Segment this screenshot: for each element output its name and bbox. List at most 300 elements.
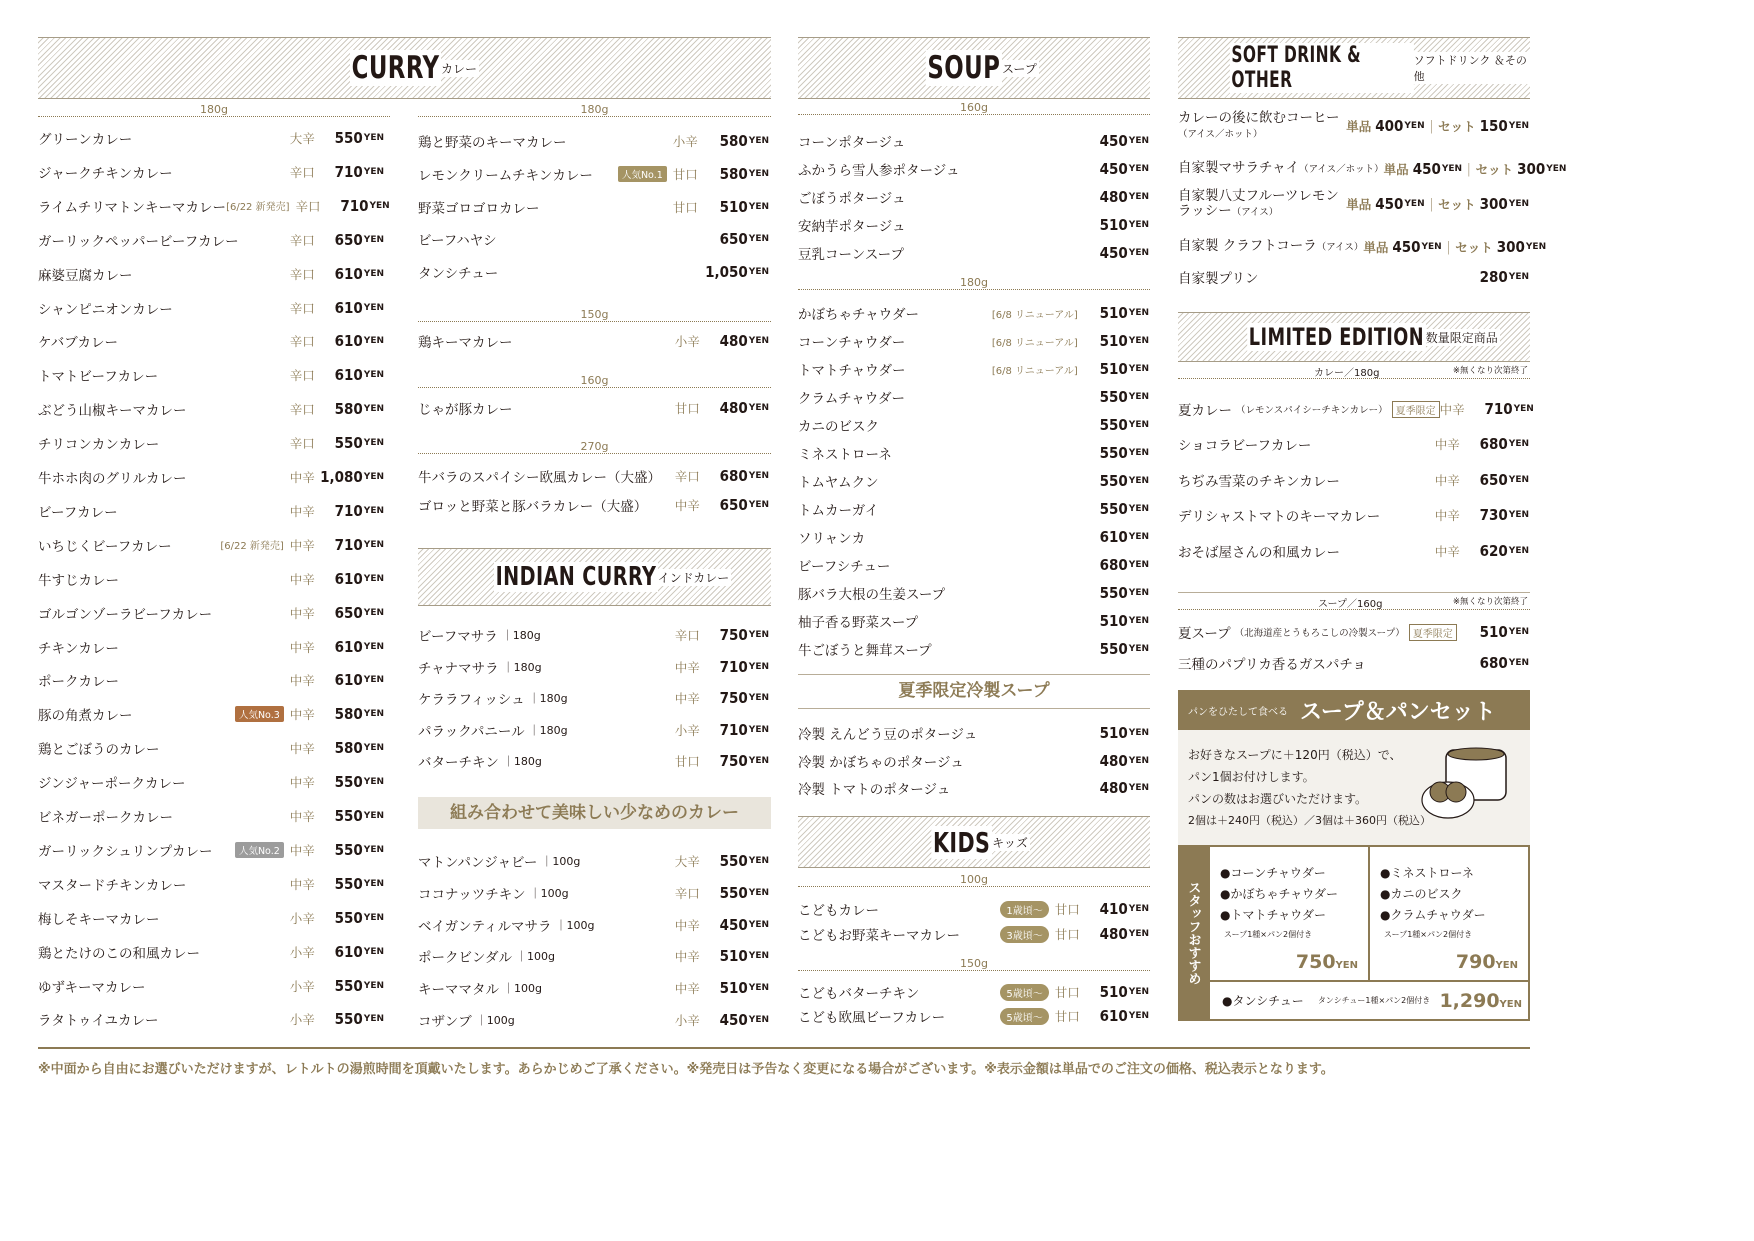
set-lead: パンをひたして食べる [1188,706,1288,718]
menu-item [1178,433,1529,455]
spice-level: 辛口 [289,300,315,316]
spice-level: 小辛 [289,910,315,926]
staff-pick-text: スタッフおすすめ [1185,881,1201,985]
item-name: クラムチャウダー [798,391,906,407]
yen-unit: YEN [1513,404,1534,414]
set-c [1208,980,1530,1021]
spice-level: 中辛 [674,691,700,707]
item-name: チキンカレー [38,640,119,657]
item-price: 550 [334,807,363,825]
indian-curry-title: INDIAN CURRY [495,562,657,592]
menu-item [798,777,1149,799]
yen-unit: YEN [1508,272,1529,282]
item-size: ｜180g [502,660,542,674]
yen-unit: YEN [1508,439,1529,450]
item-name: 牛バラのスパイシー欧風カレー（大盛） [418,470,661,486]
item-name: ミネストローネ [798,447,892,463]
staff-pick-label [1178,845,1208,1021]
spice-level: 小辛 [674,334,700,349]
item-price: 580 [334,400,363,419]
yen-unit: YEN [1128,1011,1149,1021]
yen-unit: YEN [1508,121,1529,131]
set-label: セット [1438,119,1476,134]
item-size: ｜180g [501,629,541,642]
item-name: ジャークチキンカレー [38,165,173,182]
yen-unit: YEN [1335,960,1358,971]
yen-unit: YEN [1525,242,1547,252]
limited-soup-weight: スープ／160g [1318,599,1383,610]
yen-unit: YEN [363,912,384,923]
curry-title-ja: カレー [441,61,478,76]
yen-unit: YEN [748,267,769,278]
spice-level: 中辛 [289,673,315,689]
item-name: ビーフマサラ [418,629,498,645]
item-price: 550 [334,976,363,995]
menu-item [798,302,1149,324]
menu-item [418,750,769,772]
set-a-price [1296,951,1358,973]
yen-unit: YEN [748,336,769,346]
menu-item [798,386,1149,408]
limited-note: ※無くなり次第終了 [1452,366,1528,376]
item-price: 450 [1099,159,1128,178]
menu-item [38,568,384,590]
item-price: 510 [1099,612,1128,630]
item-price: 680 [1479,654,1508,672]
yen-unit: YEN [1508,474,1529,485]
yen-unit: YEN [1128,588,1149,598]
item-name: ソリャンカ [798,531,866,547]
menu-item [418,850,769,872]
yen-unit: YEN [363,404,384,415]
item-price: 550 [334,434,363,453]
summer-tag: 夏季限定 [1392,401,1440,418]
menu-item [798,981,1149,1003]
set-banner [1178,690,1530,730]
menu-item [1178,652,1529,674]
item-size: ｜100g [541,855,581,868]
menu-item [418,914,769,936]
weight-label: 160g [798,101,1150,115]
spice-level: 辛口 [289,402,315,418]
popularity-badge: 人気No.2 [235,842,284,858]
soup-title-ja: スープ [1002,61,1037,76]
spice-level: 甘口 [1054,927,1080,942]
item-price: 680 [719,467,748,485]
item-price: 650 [719,496,748,514]
limited-curry-weight: カレー／180g [1314,368,1380,379]
item-name: ケバブカレー [38,335,119,352]
spice-level: 辛口 [289,266,315,282]
spice-level: 中辛 [289,876,315,892]
item-sub: （レモンスパイシーチキンカレー） [1236,405,1388,416]
menu-item [38,500,384,522]
yen-unit: YEN [748,168,769,179]
item-price: 580 [719,132,748,150]
yen-unit: YEN [748,756,769,767]
drink-sub: （アイス） [1231,206,1279,218]
yen-unit: YEN [1128,420,1149,430]
item-price: 610 [334,332,363,351]
spice-level: 中辛 [1434,437,1460,453]
spice-level: 辛口 [289,334,315,350]
yen-unit: YEN [748,630,769,640]
menu-item [798,638,1149,660]
spice-level: 中辛 [289,741,315,757]
menu-item [38,907,384,929]
item-name: 冷製 トマトのポタージュ [798,782,951,798]
item-name: ゴロッと野菜と豚バラカレー（大盛） [418,499,648,515]
menu-item [418,945,769,967]
set-c-price [1439,990,1522,1012]
menu-item [798,498,1149,520]
menu-item [38,364,384,386]
set-c-name: ●タンシチュー [1222,994,1304,1008]
menu-item [418,163,769,185]
menu-item [798,554,1149,576]
spice-level: 中辛 [289,605,315,621]
yen-unit: YEN [363,878,384,889]
item-price: 650 [719,230,748,249]
item-size: ｜100g [503,982,542,996]
curry-header [38,37,771,99]
item-price: 550 [334,908,363,927]
spice-level: 中辛 [289,809,315,824]
yen-unit: YEN [1128,308,1149,318]
menu-item [798,923,1149,945]
spice-level: 辛口 [295,198,321,214]
drink-name: ラッシー [1178,202,1232,219]
item-price: 710 [334,162,363,181]
item-price: 610 [334,637,363,656]
item-price: 550 [1099,416,1128,434]
set-soup-option: ●クラムチャウダー [1380,908,1486,922]
yen-unit: YEN [363,539,384,550]
set-line: 2個は＋240円（税込）／3個は＋360円（税込） [1188,814,1431,827]
item-name: ガーリックペッパービーフカレー [38,233,239,250]
yen-unit: YEN [1128,504,1149,514]
item-name: じゃが豚カレー [418,402,513,418]
menu-item [798,414,1149,436]
item-price: 510 [1099,304,1128,322]
item-price: 680 [1099,556,1128,574]
set-title: スープ＆パンセット [1300,699,1496,725]
popularity-badge: 人気No.3 [235,706,284,722]
item-note: [6/8 リニューアル] [991,309,1078,321]
item-name: 鶏キーマカレー [418,335,513,351]
menu-item [798,242,1149,264]
kids-header [798,816,1150,868]
yen-unit: YEN [748,724,769,735]
menu-item [38,737,384,759]
item-name: かぼちゃチャウダー [798,307,919,323]
item-price: 550 [334,129,363,147]
yen-unit: YEN [748,1015,769,1025]
item-name: ちぢみ雪菜のチキンカレー [1178,473,1340,490]
spice-level: 中辛 [289,503,315,519]
yen-unit: YEN [1128,929,1149,939]
item-price: 450 [1099,243,1128,262]
yen-unit: YEN [748,919,769,930]
item-name: 鶏と野菜のキーマカレー [418,135,567,151]
divider: ｜ [1424,120,1439,136]
spice-level: 甘口 [1054,985,1080,1000]
yen-unit: YEN [363,980,384,991]
indian-curry-title-ja: インドカレー [657,570,730,585]
divider: ｜ [1462,163,1476,179]
yen-unit: YEN [1128,219,1149,230]
yen-unit: YEN [748,403,769,413]
spice-level: 小辛 [289,944,315,960]
item-price: 730 [1479,506,1508,525]
item-price: 450 [1099,132,1128,150]
weight-label: 180g [418,103,771,117]
item-name: 夏カレー [1178,403,1232,419]
menu-item [418,687,769,709]
kids-title-ja: キッズ [992,835,1028,850]
item-size: ｜180g [502,755,542,769]
summer-tag: 夏季限定 [1409,624,1457,641]
spice-level: 甘口 [1054,1009,1080,1024]
spice-level: 中辛 [289,537,315,553]
single-price: 400 [1375,117,1404,135]
spice-level: 大辛 [289,131,315,146]
footer-note: ※中面から自由にお選びいただけますが、レトルトの湯煎時間を頂戴いたします。あらかじめご了承ください。※発売日は予告なく変更になる場合がございます。※表示金額は単品でのご注文の価格、税込表示となります。 [38,1062,1334,1077]
yen-unit: YEN [363,641,384,652]
item-name: 麻婆豆腐カレー [38,267,133,284]
yen-unit: YEN [1499,998,1522,1010]
item-name: マスタードチキンカレー [38,877,187,894]
menu-item [1178,469,1529,491]
menu-item [418,1009,769,1031]
item-price: 610 [1099,528,1128,546]
set-c-note: タンシチュー1種×パン2個付き [1317,996,1431,1005]
drink-name: 自家製 クラフトコーラ [1178,238,1317,254]
drink-sub: （アイス／ホット） [1178,128,1263,140]
item-size: ｜100g [515,950,555,964]
item-name: 梅しそキーマカレー [38,911,160,928]
yen-unit: YEN [1128,364,1149,374]
price: 750 [1295,951,1336,973]
menu-item [418,397,769,419]
item-name: ふかうら雪人参ポタージュ [798,162,960,179]
indian-curry-header [418,548,771,606]
menu-item [798,898,1149,920]
item-name: 野菜ゴロゴロカレー [418,200,540,217]
menu-item [1178,540,1529,562]
yen-unit: YEN [369,200,390,211]
item-name: ビーフカレー [38,504,118,521]
item-price: 550 [1099,640,1128,658]
yen-unit: YEN [748,856,769,866]
item-price: 550 [1099,500,1128,518]
item-name: ごぼうポタージュ [798,190,906,207]
item-price: 510 [719,947,748,966]
weight-label: 160g [418,374,771,388]
item-name: 冷製 かぼちゃのポタージュ [798,754,964,771]
item-name: カニのビスク [798,419,879,435]
curry-title: CURRY [351,50,440,86]
item-size: ｜100g [555,918,595,932]
item-name: デリシャストマトのキーマカレー [1178,509,1381,526]
single-price: 450 [1392,238,1421,256]
menu-item [418,719,769,741]
drink-sub: （アイス／ホット） [1299,164,1384,175]
yen-unit: YEN [1128,728,1149,738]
set-soup-option: ●ミネストローネ [1380,866,1474,880]
yen-unit: YEN [1508,545,1529,556]
item-price: 550 [1099,444,1128,462]
spice-level: 中辛 [1434,508,1460,524]
menu-item [418,130,769,152]
set-soup-option: ●かぼちゃチャウダー [1220,887,1338,901]
menu-item [38,398,384,420]
item-price: 450 [719,1011,748,1029]
kids-title: KIDS [933,825,991,859]
yen-unit: YEN [1128,560,1149,570]
item-name: チャナマサラ [418,660,499,677]
menu-item [798,186,1149,208]
set-description [1178,730,1530,845]
yen-unit: YEN [1128,448,1149,458]
spice-level: 甘口 [1054,902,1080,917]
drink-item [1178,155,1567,183]
yen-unit: YEN [1128,476,1149,486]
spice-level: 小辛 [672,134,698,149]
item-price: 510 [1099,215,1128,234]
drink-title: SOFT DRINK & OTHER [1230,43,1414,93]
item-price: 550 [334,840,363,859]
spice-level: 辛口 [674,628,700,643]
single-label: 単品 [1346,119,1372,134]
set-soup-option: ●トマトチャウダー [1220,908,1326,922]
item-name: キーママタル [418,982,499,999]
item-price: 710 [334,501,363,520]
item-price: 750 [719,752,748,771]
yen-unit: YEN [748,983,769,994]
item-price: 610 [334,298,363,317]
yen-unit: YEN [1128,136,1149,146]
spice-level: 中辛 [289,775,315,791]
item-name: マトンパンジャビー [418,855,538,871]
spice-level: 小辛 [289,1012,315,1028]
item-name: 豚の角煮カレー [38,708,133,725]
item-price: 410 [1099,900,1128,918]
menu-item [38,941,384,963]
yen-unit: YEN [1128,392,1149,402]
yen-unit: YEN [748,500,769,510]
item-price: 480 [1099,779,1128,797]
item-name: チリコンカンカレー [38,437,160,454]
menu-item [798,722,1149,744]
menu-item [38,432,384,454]
yen-unit: YEN [1421,242,1442,252]
spice-level: 辛口 [674,885,700,901]
menu-item [418,228,769,250]
yen-unit: YEN [748,234,769,245]
drink-item [1178,186,1529,222]
item-name: コザンブ [418,1014,472,1030]
menu-item [418,330,769,352]
item-price: 710 [340,196,369,215]
menu-item [418,656,769,678]
single-label: 単品 [1363,240,1389,255]
set-a-note: スープ1種×パン2個付き [1224,930,1313,939]
item-name: 三種のパプリカ香るガスパチョ [1178,657,1366,673]
item-name: ぶどう山椒キーマカレー [38,403,187,420]
set-line: パン1個お付けします。 [1188,770,1315,784]
set-label: セット [1475,162,1514,177]
yen-unit: YEN [1404,121,1425,131]
item-price: 480 [1099,925,1128,943]
yen-unit: YEN [363,472,384,482]
item-name: コーンチャウダー [798,335,906,351]
item-price: 610 [1099,1007,1128,1025]
menu-item [38,805,384,827]
item-name: バターチキン [418,755,499,772]
spice-level: 中辛 [674,981,700,997]
yen-unit: YEN [748,661,769,672]
item-price: 580 [334,705,363,724]
menu-item [418,977,769,999]
item-name: ガーリックシュリンプカレー [38,843,213,860]
set-price: 300 [1479,195,1508,213]
single-price: 450 [1375,195,1404,213]
menu-item [38,839,384,861]
limited-soup-weight-row [1178,592,1530,610]
item-price: 550 [1099,584,1128,602]
drink-item [1178,109,1529,140]
spice-level: 小辛 [289,978,315,994]
item-name: 冷製 えんどう豆のポタージュ [798,727,978,743]
menu-item [38,263,384,285]
drink-title-ja: ソフトドリンク ＆その他 [1412,52,1530,84]
item-price: 480 [719,332,748,350]
small-curry-heading: 組み合わせて美味しい少なめのカレー [418,797,771,829]
item-sub: （北海道産とうもろこしの冷製スープ） [1234,628,1405,639]
soup-header [798,37,1150,99]
set-price: 300 [1496,238,1525,256]
yen-unit: YEN [1508,510,1529,521]
menu-item [798,442,1149,464]
yen-unit: YEN [1508,199,1529,209]
item-name: 豚バラ大根の生姜スープ [798,587,946,603]
item-price: 480 [1099,187,1128,206]
spice-level: 甘口 [672,199,698,215]
item-name: こどもバターチキン [798,986,920,1002]
drink-name-block [1178,239,1363,255]
age-badge: 5歳頃〜 [1000,984,1048,1001]
item-name: トムカーガイ [798,503,879,519]
drink-header [1178,37,1530,99]
item-price: 610 [334,569,363,588]
item-name: 鶏とたけのこの和風カレー [38,945,200,962]
menu-item [418,624,769,646]
item-price: 510 [1099,983,1128,1001]
yen-unit: YEN [363,946,384,957]
set-line: パンの数はお選びいただけます。 [1188,792,1368,806]
set-a [1208,845,1370,982]
set-b-price [1456,951,1518,973]
item-name: レモンクリームチキンカレー [418,167,593,184]
yen-unit: YEN [363,268,384,279]
yen-unit: YEN [1404,199,1425,209]
item-name: ライムチリマトンキーマカレー [38,199,227,216]
item-price: 450 [719,915,748,934]
item-name: こどもカレー [798,903,879,919]
menu-item [38,297,384,319]
yen-unit: YEN [363,302,384,313]
